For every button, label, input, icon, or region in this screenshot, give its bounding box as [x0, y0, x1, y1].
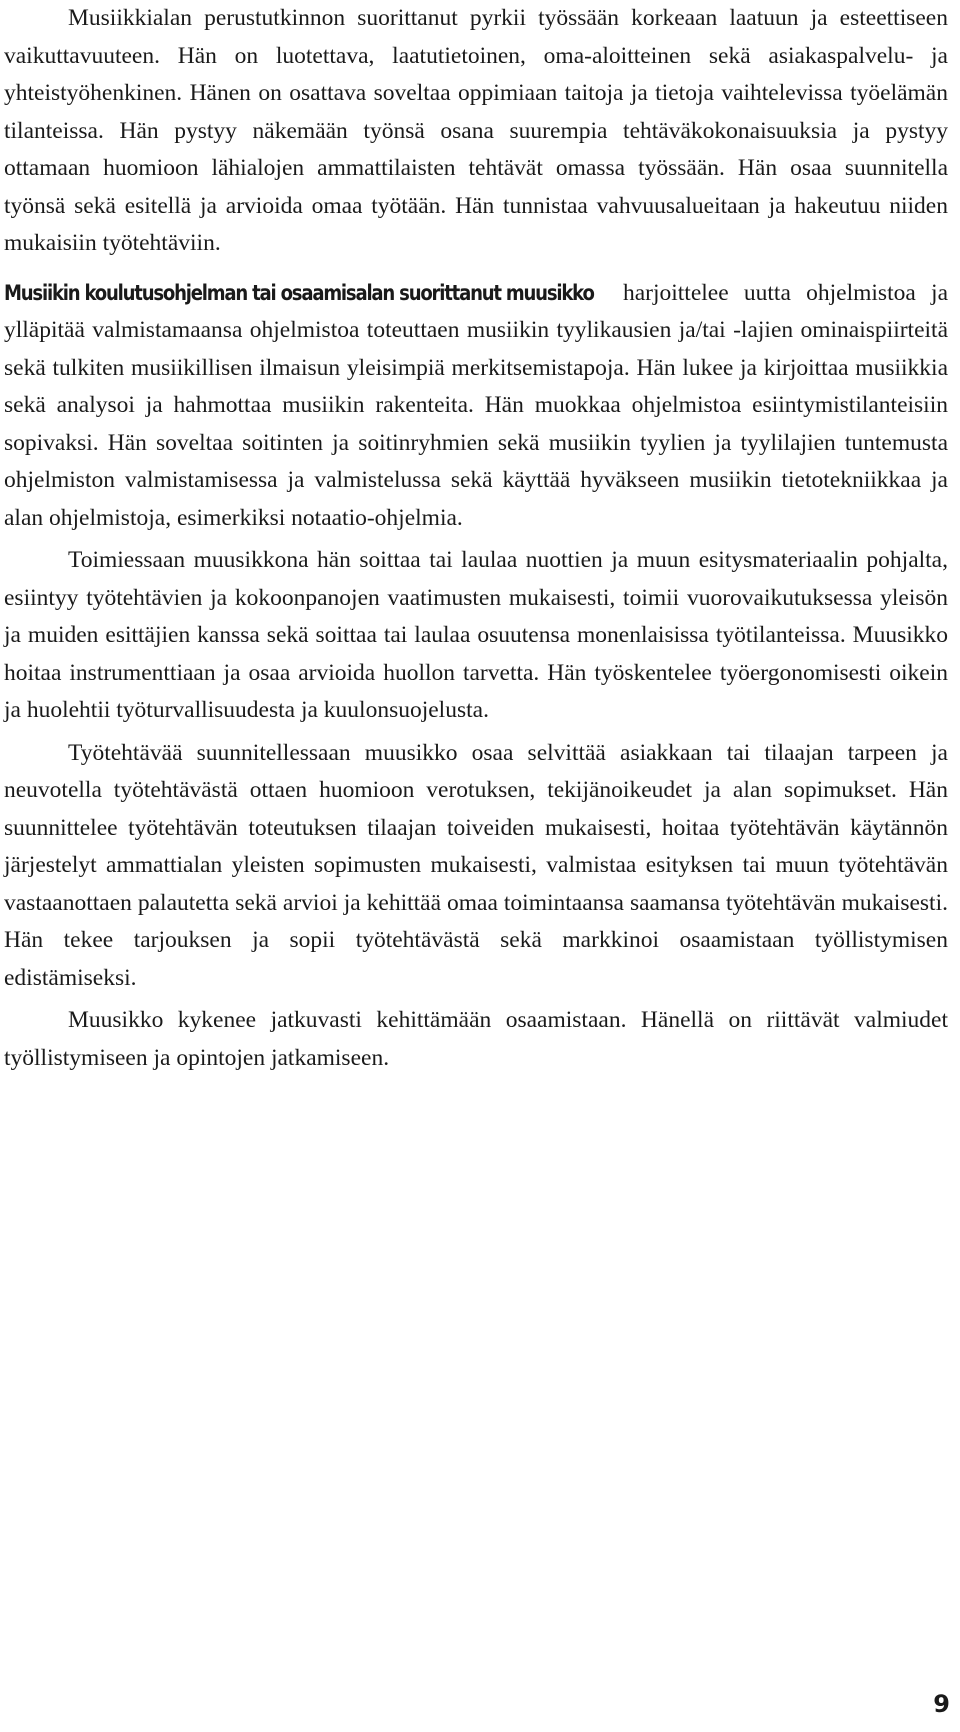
page-number: 9: [933, 1690, 950, 1718]
paragraph-performing: Toimiessaan muusikkona hän soittaa tai laulaa nuottien ja muun esitysmateriaalin pohjalta, esiintyy työtehtävien ja kokoonpanojen vaatimusten mukaisesti, toimii vuorovaikutuksessa yleisön ja muiden esittäjien kanssa sekä soittaa tai laulaa osuutensa monenlaisissa työtilanteissa. Muusikko hoitaa instrumenttiaan ja osaa arvioida huollon tarvetta. Hän työskentelee työergonomisesti oikein ja huolehtii työturvallisuudesta ja kuulonsuojelusta.: [4, 547, 948, 723]
paragraph-intro: Musiikkialan perustutkinnon suorittanut pyrkii työssään korkeaan laatuun ja esteettiseen vaikuttavuuteen. Hän on luotettava, laatutietoinen, oma-aloitteinen sekä asiakaspalvelu- ja yhteistyöhenkinen. Hänen on osattava soveltaa oppimiaan taitoja ja tietoja vaihtelevissa työelämän tilanteissa. Hän pystyy näkemään työnsä osana suurempia tehtäväkokonaisuuksia ja pystyy ottamaan huomioon lähialojen ammattilaisten tehtävät omassa työssään. Hän osaa suunnitella työnsä sekä esitellä ja arvioida omaa työtään. Hän tunnistaa vahvuusalueitaan ja hakeutuu niiden mukaisiin työtehtäviin.: [4, 5, 948, 256]
paragraph-development: Muusikko kykenee jatkuvasti kehittämään osaamistaan. Hänellä on riittävät valmiudet työllistymiseen ja opintojen jatkamiseen.: [4, 1007, 948, 1071]
paragraph-planning: Työtehtävää suunnitellessaan muusikko osaa selvittää asiakkaan tai tilaajan tarpeen ja neuvotella työtehtävästä ottaen huomioon verotuksen, tekijänoikeudet ja alan sopimukset. Hän suunnittelee työtehtävän toteutuksen tilaajan toiveiden mukaisesti, hoitaa työtehtävän käytännön järjestelyt ammattialan yleisten sopimusten mukaisesti, valmistaa esityksen tai muun työtehtävän vastaanottaen palautetta sekä arvioi ja kehittää omaa toimintaansa saamansa työtehtävän mukaisesti. Hän tekee tarjouksen ja sopii työtehtävästä sekä markkinoi osaamistaan työllistymisen edistämiseksi.: [4, 739, 948, 991]
paragraph-muusikko-skills-body: harjoittelee uutta ohjelmistoa ja ylläpitää valmistamaansa ohjelmistoa toteuttaen musiikin tyylikausien ja/tai -lajien ominaispiirteitä sekä tulkiten musiikillisen ilmaisun yleisimpiä merkitsemistapoja. Hän lukee ja kirjoittaa musiikkia sekä analysoi ja hahmottaa musiikin rakenteita. Hän muokkaa ohjelmistoa esiintymistilanteisiin sopivaksi. Hän soveltaa soitinten ja soitinryhmien sekä musiikin tyylien ja tyylilajien tuntemusta ohjelmiston valmistamisessa ja valmistelussa sekä käyttää hyväkseen musiikin tietotekniikkaa ja alan ohjelmistoja, esimerkiksi notaatio-ohjelmia.: [4, 279, 948, 531]
section-lead-heading: Musiikin koulutusohjelman tai osaamisalan suorittanut muusikko: [4, 280, 594, 305]
paragraph-muusikko-skills: [4, 275, 948, 538]
document-body: [4, 0, 948, 1077]
